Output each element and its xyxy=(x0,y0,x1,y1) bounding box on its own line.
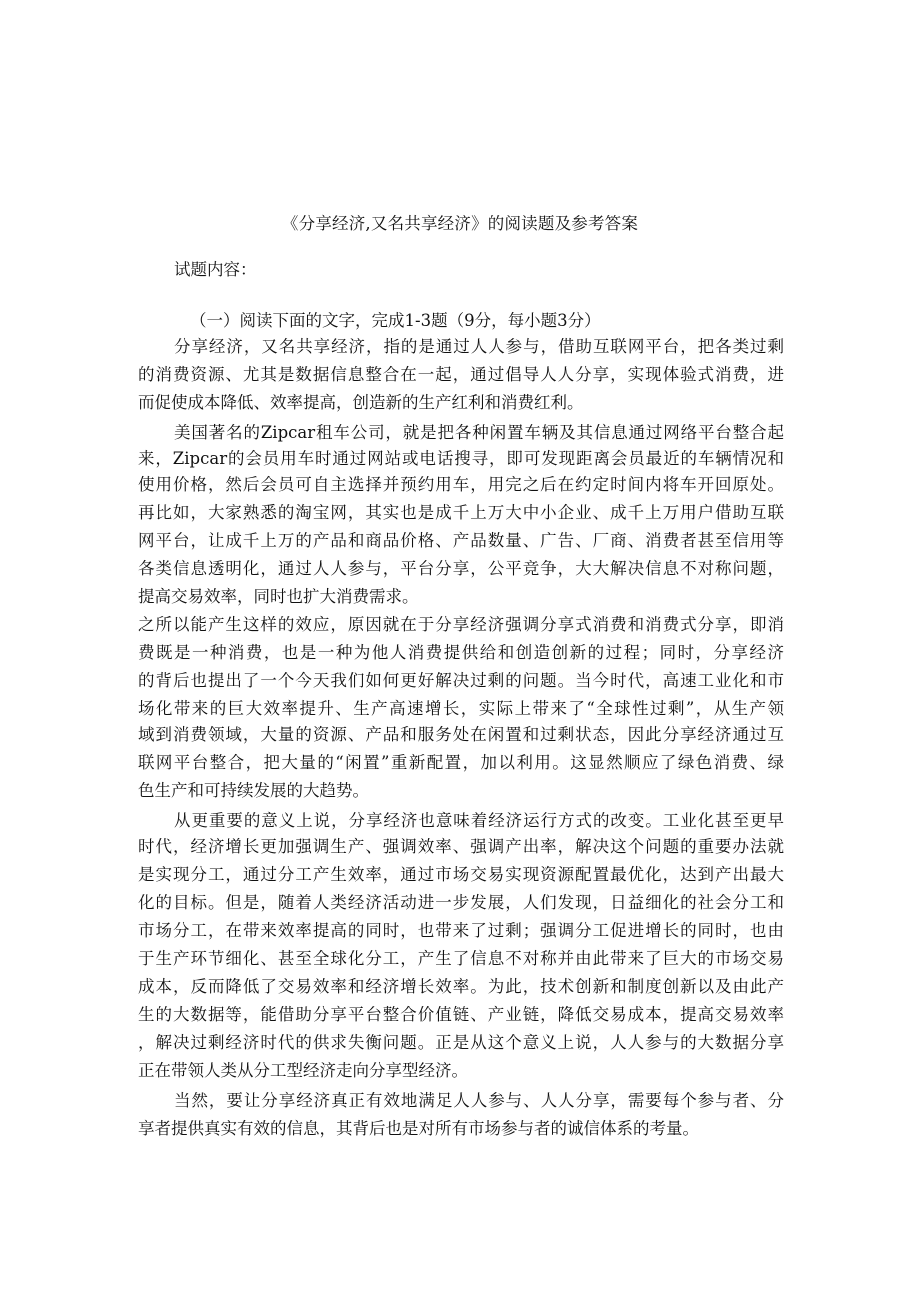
paragraph-line: 分享经济，又名共享经济，指的是通过人人参与，借助互联网平台，把各类过剩 xyxy=(174,337,784,356)
paragraph-line: 当然，要让分享经济真正有效地满足人人参与、人人分享，需要每个参与者、分 xyxy=(174,1091,784,1110)
paragraph-line: 场化带来的巨大效率提升、生产高速增长，实际上带来了“全球性过剩”，从生产领 xyxy=(138,699,784,718)
paragraph-line: 成本，反而降低了交易效率和经济增长效率。为此，技术创新和制度创新以及由此产 xyxy=(138,977,784,996)
paragraph-line: 域到消费领域，大量的资源、产品和服务处在闲置和过剩状态，因此分享经济通过互 xyxy=(138,725,784,744)
paragraph-line: 是实现分工，通过分工产生效率，通过市场交易实现资源配置最优化，达到产出最大 xyxy=(138,865,784,884)
paragraph-line: 的消费资源、尤其是数据信息整合在一起，通过倡导人人分享，实现体验式消费，进 xyxy=(138,365,784,384)
paragraph-line: 生的大数据等，能借助分享平台整合价值链、产业链，降低交易成本，提高交易效率 xyxy=(138,1005,784,1024)
paragraph-line: 的背后也提出了一个今天我们如何更好解决过剩的问题。当今时代，高速工业化和市 xyxy=(138,671,784,690)
paragraph-line: 提高交易效率，同时也扩大消费需求。 xyxy=(138,587,419,606)
paragraph-line: 从更重要的意义上说，分享经济也意味着经济运行方式的改变。工业化甚至更早 xyxy=(174,811,784,830)
paragraph-line: ，解决过剩经济时代的供求失衡问题。正是从这个意义上说，人人参与的大数据分享 xyxy=(138,1033,784,1052)
paragraph-line: 市场分工，在带来效率提高的同时，也带来了过剩；强调分工促进增长的同时，也由 xyxy=(138,921,784,940)
paragraph-line: 各类信息透明化，通过人人参与，平台分享，公平竞争，大大解决信息不对称问题， xyxy=(138,559,784,578)
paragraph-line: 之所以能产生这样的效应，原因就在于分享经济强调分享式消费和消费式分享，即消 xyxy=(138,615,784,634)
document-title: 《分享经济,又名共享经济》的阅读题及参考答案 xyxy=(281,214,639,233)
paragraph-line: 网平台，让成千上万的产品和商品价格、产品数量、广告、厂商、消费者甚至信用等 xyxy=(138,531,784,550)
section-label: 试题内容： xyxy=(174,260,257,279)
paragraph-line: 于生产环节细化、甚至全球化分工，产生了信息不对称并由此带来了巨大的市场交易 xyxy=(138,949,784,968)
paragraph-line: 化的目标。但是，随着人类经济活动进一步发展，人们发现，日益细化的社会分工和 xyxy=(138,893,784,912)
paragraph-line: 享者提供真实有效的信息，其背后也是对所有市场参与者的诚信体系的考量。 xyxy=(138,1119,699,1138)
paragraph-line: 费既是一种消费，也是一种为他人消费提供给和创造创新的过程；同时，分享经济 xyxy=(138,643,784,662)
paragraph-line: 来，Zipcar的会员用车时通过网站或电话搜寻，即可发现距离会员最近的车辆情况和 xyxy=(138,449,784,468)
paragraph-line: 再比如，大家熟悉的淘宝网，其实也是成千上万大中小企业、成千上万用户借助互联 xyxy=(138,503,784,522)
paragraph-line: 色生产和可持续发展的大趋势。 xyxy=(138,781,369,800)
paragraph-line: 正在带领人类从分工型经济走向分享型经济。 xyxy=(138,1061,468,1080)
paragraph-line: 时代，经济增长更加强调生产、强调效率、强调产出率，解决这个问题的重要办法就 xyxy=(138,837,784,856)
paragraph-line: 而促使成本降低、效率提高，创造新的生产红利和消费红利。 xyxy=(138,393,584,412)
paragraph-line: 美国著名的Zipcar租车公司，就是把各种闲置车辆及其信息通过网络平台整合起 xyxy=(174,423,784,442)
paragraph-line: 使用价格，然后会员可自主选择并预约用车，用完之后在约定时间内将车开回原处。 xyxy=(138,475,784,494)
question-intro: （一）阅读下面的文字，完成1-3题（9分，每小题3分） xyxy=(190,311,601,330)
paragraph-line: 联网平台整合，把大量的“闲置”重新配置，加以利用。这显然顺应了绿色消费、绿 xyxy=(138,753,784,772)
